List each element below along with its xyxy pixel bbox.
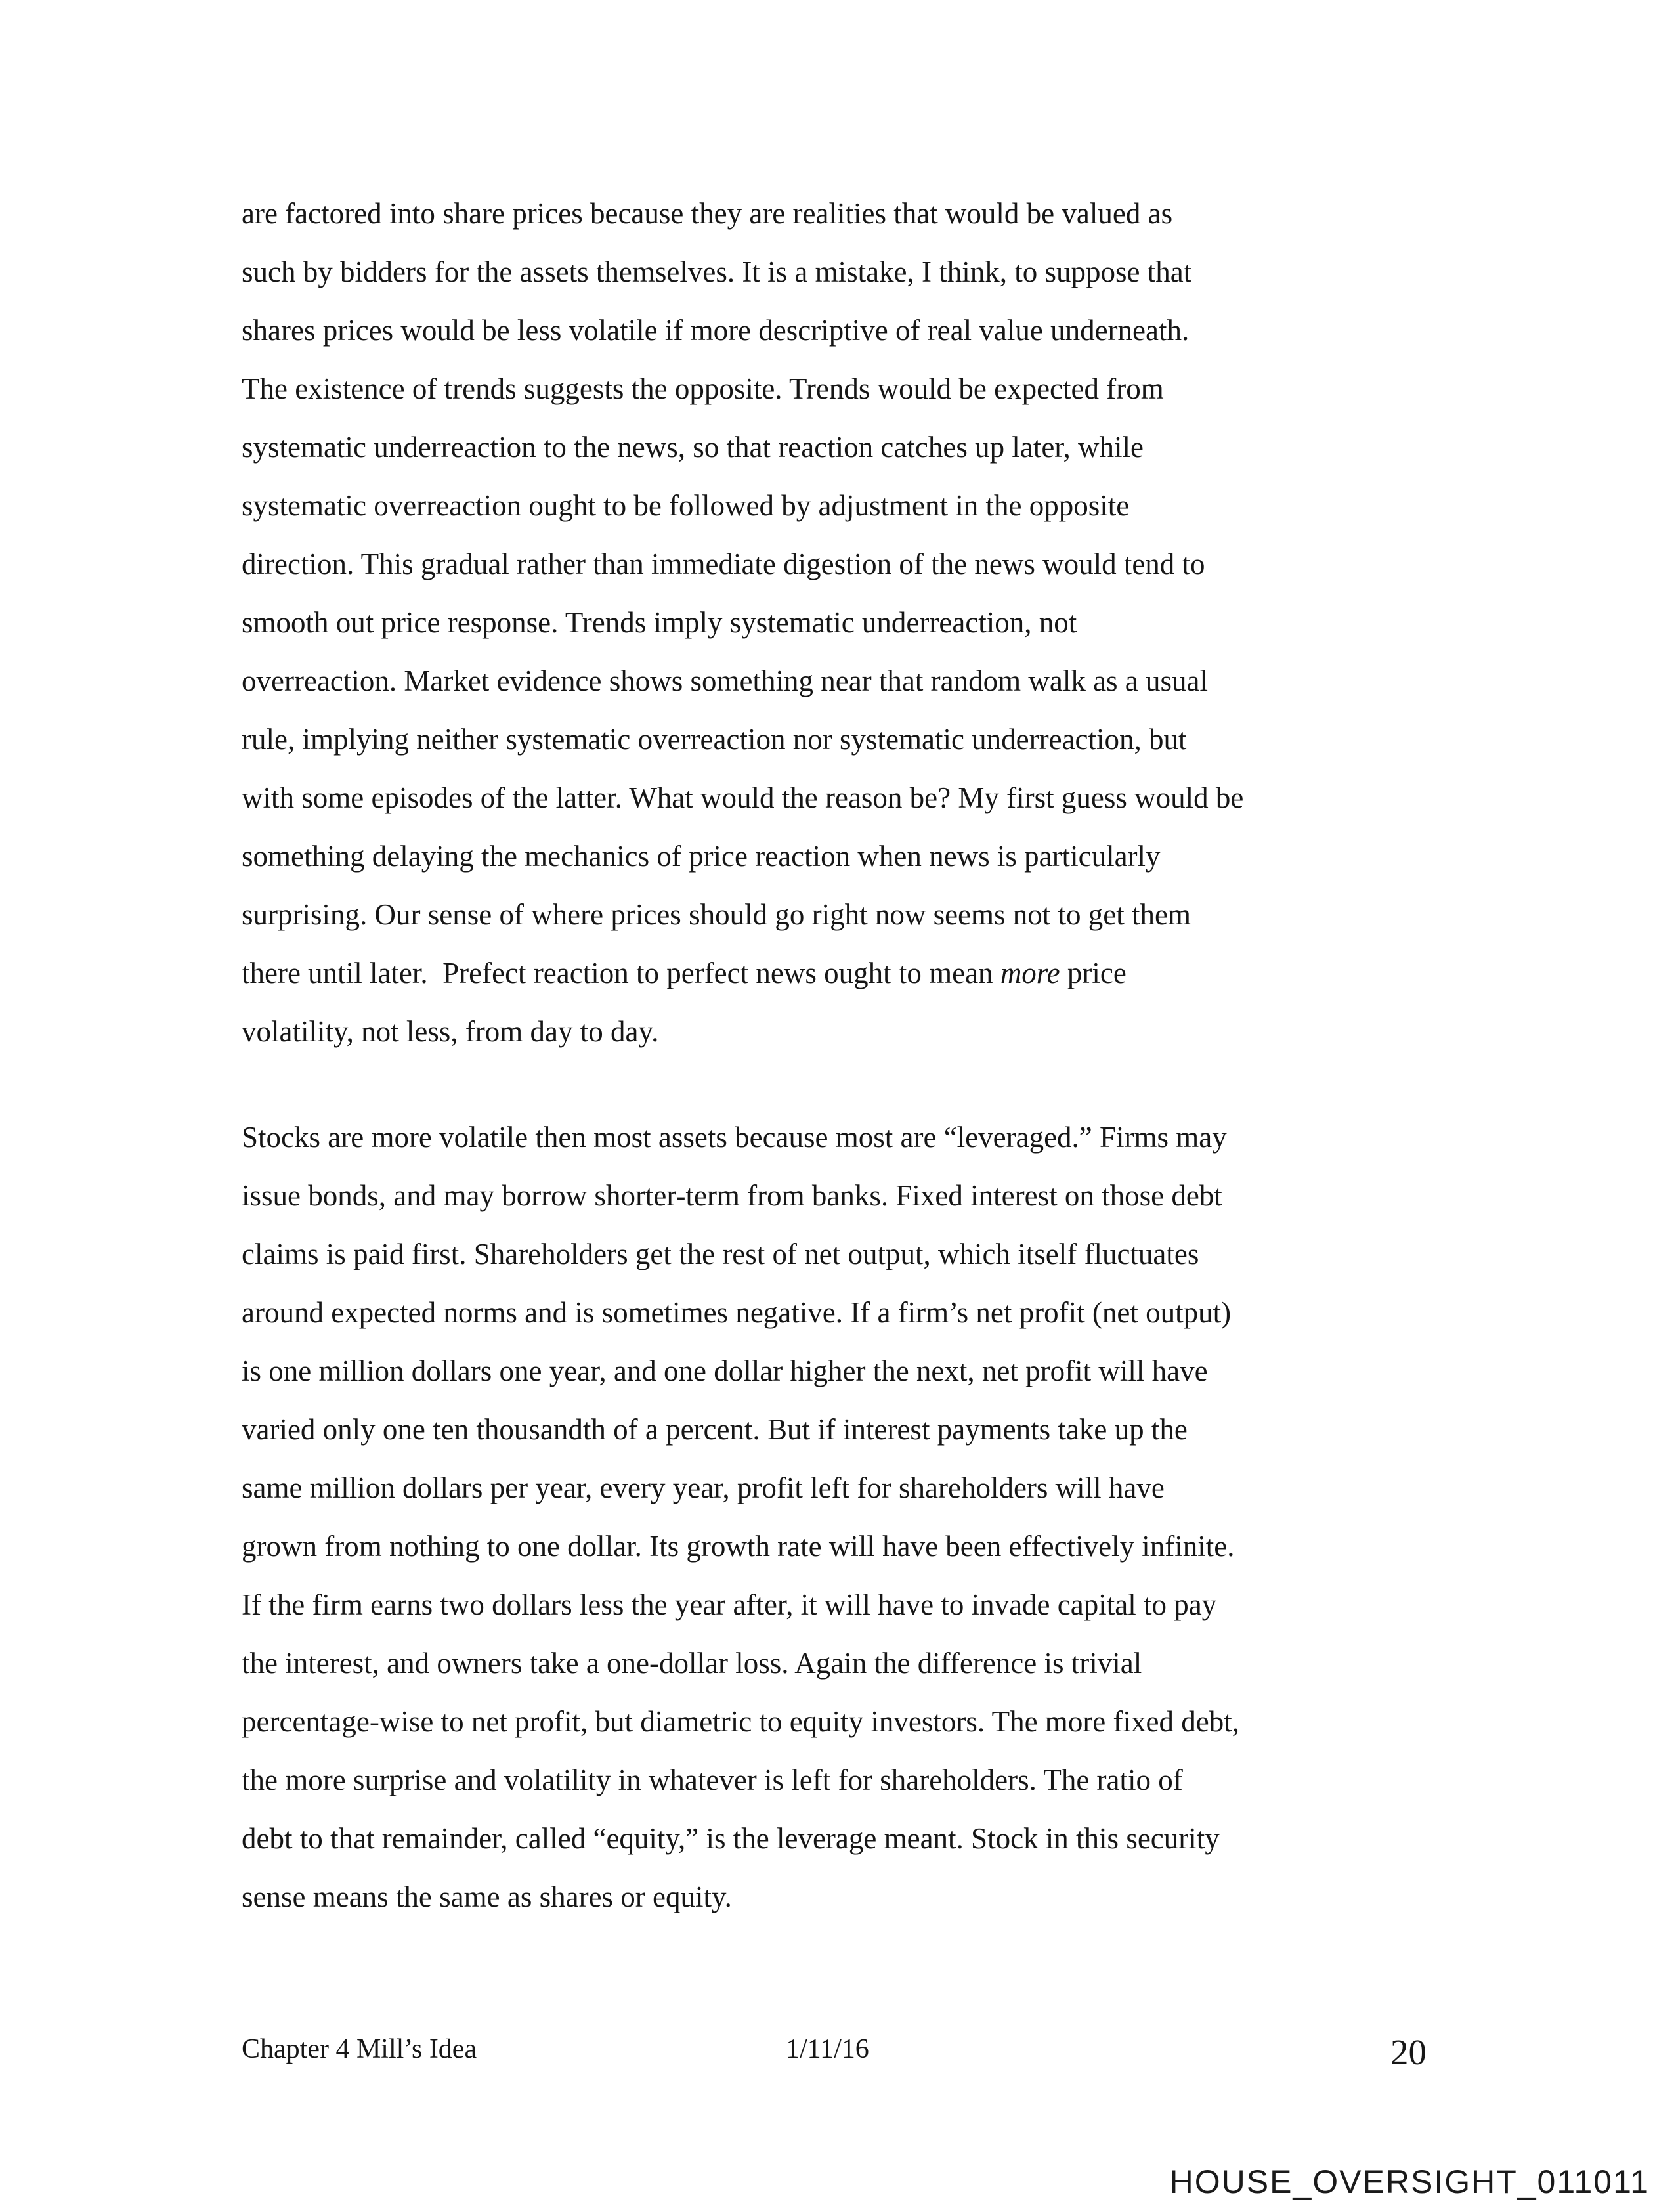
paragraph-1 — [242, 184, 1443, 1061]
text-line: rule, implying neither systematic overreaction nor systematic underreaction, but — [242, 723, 1187, 756]
text-line: the more surprise and volatility in whatever is left for shareholders. The ratio of — [242, 1764, 1183, 1796]
text-line: are factored into share prices because they are realities that would be valued as — [242, 197, 1173, 230]
text-line: direction. This gradual rather than immediate digestion of the news would tend to — [242, 548, 1205, 580]
text-line: claims is paid first. Shareholders get the rest of net output, which itself fluctuates — [242, 1238, 1199, 1270]
text-line: grown from nothing to one dollar. Its growth rate will have been effectively infinite. — [242, 1530, 1235, 1563]
text-line: surprising. Our sense of where prices should go right now seems not to get them — [242, 898, 1191, 931]
text-line: there until later. Prefect reaction to perfect news ought to mean more price — [242, 957, 1127, 989]
paragraph-2 — [242, 1108, 1443, 1926]
text-line: around expected norms and is sometimes negative. If a firm’s net profit (net output) — [242, 1296, 1232, 1329]
text-line: volatility, not less, from day to day. — [242, 1015, 659, 1048]
text-line: same million dollars per year, every year, profit left for shareholders will have — [242, 1471, 1165, 1504]
text-line: shares prices would be less volatile if more descriptive of real value underneath. — [242, 314, 1190, 347]
text-line: Stocks are more volatile then most assets because most are “leveraged.” Firms may — [242, 1121, 1227, 1154]
text-line: If the firm earns two dollars less the year after, it will have to invade capital to pay — [242, 1588, 1217, 1621]
text-line: overreaction. Market evidence shows something near that random walk as a usual — [242, 664, 1209, 697]
text-line: is one million dollars one year, and one dollar higher the next, net profit will have — [242, 1355, 1208, 1387]
footer-chapter-title: Chapter 4 Mill’s Idea — [242, 2034, 477, 2064]
text-line: debt to that remainder, called “equity,” is the leverage meant. Stock in this security — [242, 1822, 1220, 1855]
text-line: with some episodes of the latter. What would the reason be? My first guess would be — [242, 781, 1244, 814]
footer-date: 1/11/16 — [786, 2034, 869, 2064]
text-line: smooth out price response. Trends imply systematic underreaction, not — [242, 606, 1077, 639]
text-line: something delaying the mechanics of price reaction when news is particularly — [242, 840, 1161, 873]
text-line: percentage-wise to net profit, but diametric to equity investors. The more fixed debt, — [242, 1705, 1239, 1738]
text-line: sense means the same as shares or equity. — [242, 1880, 732, 1913]
footer-page-number: 20 — [1390, 2032, 1427, 2072]
text-line: such by bidders for the assets themselves. It is a mistake, I think, to suppose that — [242, 255, 1192, 288]
bates-stamp-watermark: HOUSE_OVERSIGHT_011011 — [1169, 2163, 1650, 2200]
text-line: The existence of trends suggests the opposite. Trends would be expected from — [242, 372, 1164, 405]
text-line: systematic underreaction to the news, so that reaction catches up later, while — [242, 431, 1144, 464]
text-line: varied only one ten thousandth of a percent. But if interest payments take up the — [242, 1413, 1188, 1446]
document-body — [242, 184, 1443, 1974]
text-line: issue bonds, and may borrow shorter-term from banks. Fixed interest on those debt — [242, 1179, 1222, 1212]
text-line: systematic overreaction ought to be followed by adjustment in the opposite — [242, 489, 1130, 522]
text-line: the interest, and owners take a one-dollar loss. Again the difference is trivial — [242, 1647, 1142, 1680]
